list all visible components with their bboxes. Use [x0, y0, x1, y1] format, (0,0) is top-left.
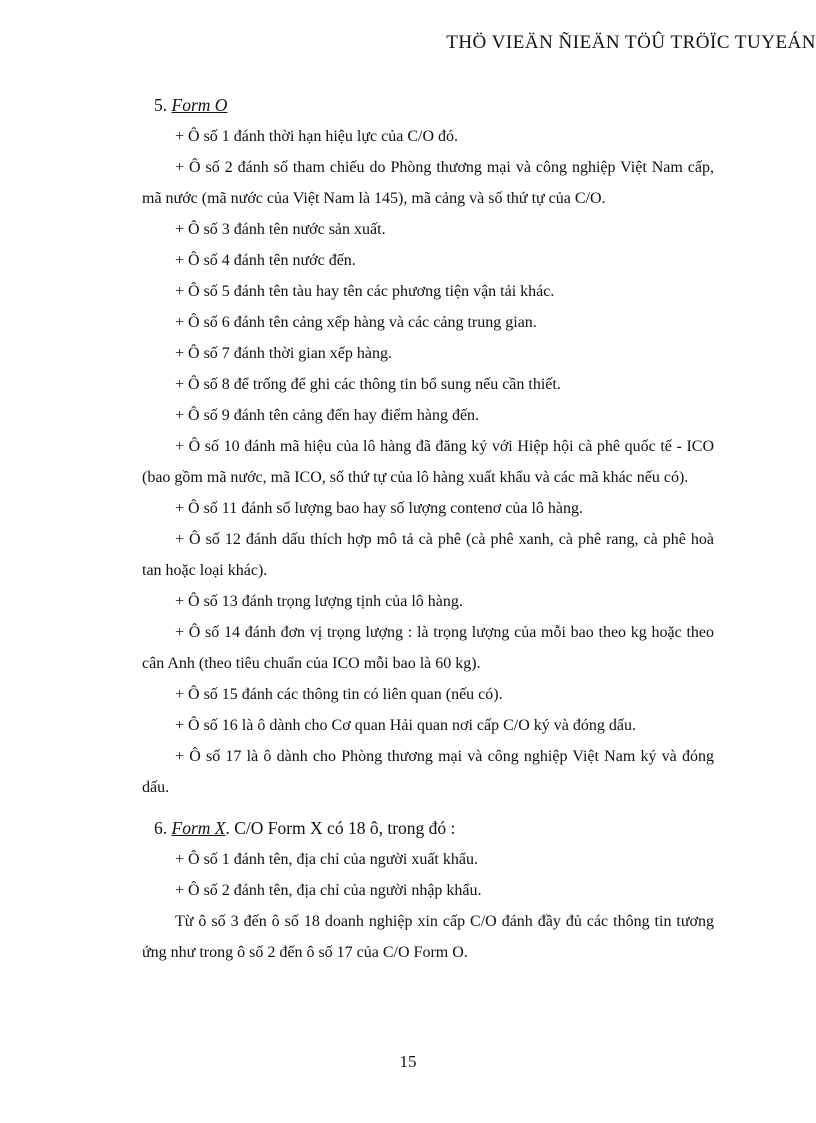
section-6-body [142, 844, 714, 968]
section-5-body [142, 121, 714, 803]
paragraph: + Ô số 10 đánh mã hiệu của lô hàng đã đăng ký với Hiệp hội cà phê quốc tế - ICO (bao gồm mã nước, mã ICO, số thứ tự của lô hàng xuất khẩu và các mã khác nếu có). [142, 438, 714, 486]
paragraph: + Ô số 17 là ô dành cho Phòng thương mại và công nghiệp Việt Nam ký và đóng dấu. [142, 748, 714, 796]
page-number: 15 [399, 1052, 417, 1071]
page-content [142, 90, 714, 968]
paragraph: + Ô số 4 đánh tên nước đến. [175, 252, 356, 269]
paragraph: + Ô số 11 đánh số lượng bao hay số lượng contenơ của lô hàng. [175, 500, 583, 517]
paragraph: + Ô số 5 đánh tên tàu hay tên các phương tiện vận tải khác. [175, 283, 555, 300]
paragraph: + Ô số 8 để trống để ghi các thông tin bổ sung nếu cần thiết. [175, 376, 561, 393]
paragraph: Từ ô số 3 đến ô số 18 doanh nghiệp xin cấp C/O đánh đầy đủ các thông tin tương ứng như trong ô số 2 đến ô số 17 của C/O Form O. [142, 913, 714, 961]
section-5-heading [154, 90, 714, 121]
paragraph: + Ô số 14 đánh đơn vị trọng lượng : là trọng lượng của mỗi bao theo kg hoặc theo cân Anh (theo tiêu chuẩn của ICO mỗi bao là 60 kg). [142, 624, 714, 672]
paragraph: + Ô số 9 đánh tên cảng đến hay điểm hàng đến. [175, 407, 480, 424]
running-header: THÖ VIEÄN ÑIEÄN TÖÛ TRÖÏC TUYEÁN [446, 32, 816, 53]
section-6-number: 6. [154, 818, 168, 838]
section-5-number: 5. [154, 95, 168, 115]
paragraph: + Ô số 13 đánh trọng lượng tịnh của lô hàng. [175, 593, 463, 610]
paragraph: + Ô số 2 đánh số tham chiếu do Phòng thương mại và công nghiệp Việt Nam cấp, mã nước (mã nước của Việt Nam là 145), mã cảng và số thứ tự của C/O. [142, 159, 714, 207]
section-6-title: Form X [171, 818, 226, 838]
paragraph: + Ô số 6 đánh tên cảng xếp hàng và các cảng trung gian. [175, 314, 537, 331]
paragraph: + Ô số 1 đánh thời hạn hiệu lực của C/O đó. [175, 128, 458, 145]
section-6-heading [154, 813, 714, 844]
paragraph: + Ô số 2 đánh tên, địa chỉ của người nhập khẩu. [175, 882, 482, 899]
paragraph: + Ô số 1 đánh tên, địa chỉ của người xuất khẩu. [175, 851, 478, 868]
paragraph: + Ô số 12 đánh dấu thích hợp mô tả cà phê (cà phê xanh, cà phê rang, cà phê hoà tan hoặc loại khác). [142, 531, 714, 579]
paragraph: + Ô số 16 là ô dành cho Cơ quan Hải quan nơi cấp C/O ký và đóng dấu. [175, 717, 636, 734]
paragraph: + Ô số 15 đánh các thông tin có liên quan (nếu có). [175, 686, 503, 703]
paragraph: + Ô số 7 đánh thời gian xếp hàng. [175, 345, 393, 362]
paragraph: + Ô số 3 đánh tên nước sản xuất. [175, 221, 386, 238]
section-6-intro: . C/O Form X có 18 ô, trong đó : [225, 818, 456, 838]
section-5-title: Form O [171, 95, 228, 115]
